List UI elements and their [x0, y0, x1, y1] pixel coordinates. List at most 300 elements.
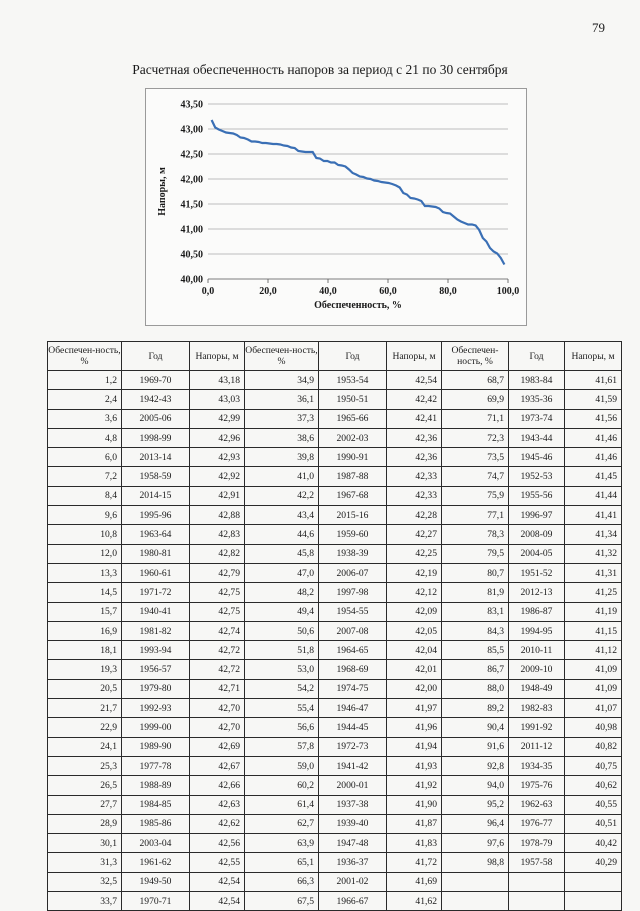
table-cell: 83,1 — [442, 602, 509, 621]
table-cell: 42,72 — [190, 660, 245, 679]
table-cell: 1983-84 — [509, 371, 565, 390]
table-cell: 63,9 — [245, 834, 319, 853]
table-cell: 1961-62 — [122, 853, 190, 872]
table-cell: 72,3 — [442, 428, 509, 447]
table-cell: 86,7 — [442, 660, 509, 679]
table-cell: 41,61 — [565, 371, 622, 390]
table-cell: 42,69 — [190, 737, 245, 756]
table-cell: 42,2 — [245, 486, 319, 505]
table-cell: 42,00 — [387, 679, 442, 698]
table-cell: 9,6 — [48, 506, 122, 525]
table-row — [48, 776, 622, 795]
table-cell: 97,6 — [442, 834, 509, 853]
table-cell: 42,12 — [387, 583, 442, 602]
table-cell: 65,1 — [245, 853, 319, 872]
table-cell: 1963-64 — [122, 525, 190, 544]
table-cell: 18,1 — [48, 641, 122, 660]
table-cell: 20,5 — [48, 679, 122, 698]
chart-x-tick-label: 40,0 — [319, 286, 337, 297]
table-cell: 95,2 — [442, 795, 509, 814]
table-row — [48, 506, 622, 525]
table-cell: 2015-16 — [319, 506, 387, 525]
table-cell: 42,93 — [190, 448, 245, 467]
table-row — [48, 795, 622, 814]
table-cell: 13,3 — [48, 563, 122, 582]
table-row — [48, 853, 622, 872]
table-row — [48, 660, 622, 679]
table-cell: 24,1 — [48, 737, 122, 756]
table-cell: 1999-00 — [122, 718, 190, 737]
table-cell: 2003-04 — [122, 834, 190, 853]
table-cell: 1986-87 — [509, 602, 565, 621]
table-cell: 1989-90 — [122, 737, 190, 756]
table-cell: 37,3 — [245, 409, 319, 428]
table-cell: 1950-51 — [319, 390, 387, 409]
table-cell: 62,7 — [245, 814, 319, 833]
table-cell: 1981-82 — [122, 621, 190, 640]
table-header-cell: Год — [319, 342, 387, 371]
table-cell: 15,7 — [48, 602, 122, 621]
table-cell: 41,72 — [387, 853, 442, 872]
table-cell: 1956-57 — [122, 660, 190, 679]
table-cell: 1979-80 — [122, 679, 190, 698]
data-table — [47, 341, 622, 911]
chart-x-tick-label: 20,0 — [259, 286, 277, 297]
table-cell: 1964-65 — [319, 641, 387, 660]
table-cell: 73,5 — [442, 448, 509, 467]
table-cell: 42,66 — [190, 776, 245, 795]
table-cell: 2007-08 — [319, 621, 387, 640]
table-cell: 66,3 — [245, 872, 319, 891]
table-header-cell: Напоры, м — [387, 342, 442, 371]
table-cell: 27,7 — [48, 795, 122, 814]
table-row — [48, 814, 622, 833]
table-cell: 41,87 — [387, 814, 442, 833]
table-cell: 42,83 — [190, 525, 245, 544]
table-cell: 42,19 — [387, 563, 442, 582]
table-cell: 1960-61 — [122, 563, 190, 582]
table-row — [48, 834, 622, 853]
table-cell: 1936-37 — [319, 853, 387, 872]
table-row — [48, 699, 622, 718]
table-cell: 2009-10 — [509, 660, 565, 679]
table-row — [48, 679, 622, 698]
table-row — [48, 467, 622, 486]
chart-container — [145, 88, 527, 326]
table-cell: 53,0 — [245, 660, 319, 679]
table-cell: 41,59 — [565, 390, 622, 409]
table-cell: 41,93 — [387, 756, 442, 775]
table-cell: 42,75 — [190, 583, 245, 602]
table-cell: 42,01 — [387, 660, 442, 679]
table-cell: 42,67 — [190, 756, 245, 775]
chart-x-tick-label: 100,0 — [496, 286, 520, 297]
table-cell: 40,42 — [565, 834, 622, 853]
table-cell: 33,7 — [48, 892, 122, 911]
table-cell: 1976-77 — [509, 814, 565, 833]
table-cell — [442, 872, 509, 891]
table-cell: 1980-81 — [122, 544, 190, 563]
chart-x-axis-label: Обеспеченность, % — [314, 300, 402, 311]
table-cell: 50,6 — [245, 621, 319, 640]
table-cell: 1,2 — [48, 371, 122, 390]
table-header-cell: Обеспечен-ность, % — [442, 342, 509, 371]
chart-y-tick-label: 40,50 — [180, 249, 203, 261]
chart-x-tick-label: 80,0 — [439, 286, 457, 297]
table-cell: 42,54 — [387, 371, 442, 390]
table-cell: 1969-70 — [122, 371, 190, 390]
table-cell: 56,6 — [245, 718, 319, 737]
chart-y-tick-label: 43,00 — [180, 124, 203, 136]
table-cell: 61,4 — [245, 795, 319, 814]
table-header-cell: Обеспечен-ность, % — [48, 342, 122, 371]
table-row — [48, 390, 622, 409]
table-row — [48, 563, 622, 582]
table-cell: 1991-92 — [509, 718, 565, 737]
table-cell: 2014-15 — [122, 486, 190, 505]
table-cell: 41,34 — [565, 525, 622, 544]
table-cell: 40,98 — [565, 718, 622, 737]
table-cell: 2001-02 — [319, 872, 387, 891]
table-cell: 32,5 — [48, 872, 122, 891]
table-cell: 41,94 — [387, 737, 442, 756]
table-cell: 40,62 — [565, 776, 622, 795]
table-cell: 77,1 — [442, 506, 509, 525]
table-cell: 1942-43 — [122, 390, 190, 409]
table-cell: 1951-52 — [509, 563, 565, 582]
table-cell: 1945-46 — [509, 448, 565, 467]
table-cell: 47,0 — [245, 563, 319, 582]
table-cell: 7,2 — [48, 467, 122, 486]
table-cell: 43,18 — [190, 371, 245, 390]
table-cell: 1953-54 — [319, 371, 387, 390]
table-cell: 1948-49 — [509, 679, 565, 698]
table-cell: 43,03 — [190, 390, 245, 409]
table-cell: 80,7 — [442, 563, 509, 582]
table-row — [48, 448, 622, 467]
table-cell: 41,31 — [565, 563, 622, 582]
table-cell: 42,88 — [190, 506, 245, 525]
table-row — [48, 641, 622, 660]
table-body — [48, 371, 622, 911]
table-cell — [565, 892, 622, 911]
table-cell: 55,4 — [245, 699, 319, 718]
table-cell: 98,8 — [442, 853, 509, 872]
table-cell: 41,62 — [387, 892, 442, 911]
table-cell: 42,55 — [190, 853, 245, 872]
table-cell: 41,15 — [565, 621, 622, 640]
table-cell: 41,25 — [565, 583, 622, 602]
chart-x-tick-label: 0,0 — [201, 286, 215, 297]
table-cell: 84,3 — [442, 621, 509, 640]
table-cell: 12,0 — [48, 544, 122, 563]
table-cell: 1935-36 — [509, 390, 565, 409]
table-row — [48, 486, 622, 505]
table-cell: 1982-83 — [509, 699, 565, 718]
chart-y-axis-label: Напоры, м — [157, 167, 168, 216]
chart-y-tick-label: 41,50 — [180, 199, 203, 211]
table-cell: 51,8 — [245, 641, 319, 660]
table-cell: 1995-96 — [122, 506, 190, 525]
table-cell: 48,2 — [245, 583, 319, 602]
table-cell: 78,3 — [442, 525, 509, 544]
table-cell: 2006-07 — [319, 563, 387, 582]
table-cell: 1958-59 — [122, 467, 190, 486]
table-cell: 2,4 — [48, 390, 122, 409]
table-cell: 1946-47 — [319, 699, 387, 718]
table-row — [48, 428, 622, 447]
table-cell: 1990-91 — [319, 448, 387, 467]
table-cell: 1938-39 — [319, 544, 387, 563]
table-cell: 40,55 — [565, 795, 622, 814]
table-row — [48, 756, 622, 775]
table-cell — [509, 892, 565, 911]
table-cell: 1985-86 — [122, 814, 190, 833]
document-title: Расчетная обеспеченность напоров за период с 21 по 30 сентября — [132, 62, 508, 77]
table-cell: 92,8 — [442, 756, 509, 775]
table-cell: 41,56 — [565, 409, 622, 428]
table-cell: 42,82 — [190, 544, 245, 563]
table-cell: 1998-99 — [122, 428, 190, 447]
table-cell: 41,12 — [565, 641, 622, 660]
table-cell: 49,4 — [245, 602, 319, 621]
table-cell: 1992-93 — [122, 699, 190, 718]
table-cell: 1987-88 — [319, 467, 387, 486]
table-row — [48, 718, 622, 737]
table-cell: 31,3 — [48, 853, 122, 872]
table-cell: 41,96 — [387, 718, 442, 737]
table-cell: 89,2 — [442, 699, 509, 718]
table-cell: 42,42 — [387, 390, 442, 409]
chart-y-tick-label: 43,50 — [180, 99, 203, 111]
table-cell: 91,6 — [442, 737, 509, 756]
table-cell: 1975-76 — [509, 776, 565, 795]
table-cell: 1959-60 — [319, 525, 387, 544]
table-cell: 42,74 — [190, 621, 245, 640]
table-cell: 67,5 — [245, 892, 319, 911]
table-cell: 41,07 — [565, 699, 622, 718]
table-cell: 34,9 — [245, 371, 319, 390]
table-cell: 36,1 — [245, 390, 319, 409]
table-cell: 38,6 — [245, 428, 319, 447]
table-cell: 2004-05 — [509, 544, 565, 563]
table-cell: 42,04 — [387, 641, 442, 660]
table-cell: 40,82 — [565, 737, 622, 756]
table-cell: 39,8 — [245, 448, 319, 467]
table-cell: 94,0 — [442, 776, 509, 795]
table-cell: 41,0 — [245, 467, 319, 486]
table-cell: 1971-72 — [122, 583, 190, 602]
table-cell: 1973-74 — [509, 409, 565, 428]
table-cell: 1947-48 — [319, 834, 387, 853]
table-cell: 54,2 — [245, 679, 319, 698]
table-cell: 2013-14 — [122, 448, 190, 467]
table-cell: 42,91 — [190, 486, 245, 505]
table-cell: 41,45 — [565, 467, 622, 486]
table-cell: 1937-38 — [319, 795, 387, 814]
table-cell: 42,54 — [190, 872, 245, 891]
table-cell: 42,09 — [387, 602, 442, 621]
table-cell: 1965-66 — [319, 409, 387, 428]
table-cell: 6,0 — [48, 448, 122, 467]
table-row — [48, 544, 622, 563]
table-row — [48, 872, 622, 891]
chart-x-tick-label: 60,0 — [379, 286, 397, 297]
table-row — [48, 409, 622, 428]
page-number: 79 — [592, 20, 605, 35]
table-cell: 16,9 — [48, 621, 122, 640]
table-header-cell: Год — [509, 342, 565, 371]
table-cell: 42,28 — [387, 506, 442, 525]
chart-y-tick-label: 42,00 — [180, 174, 203, 186]
table-cell: 1996-97 — [509, 506, 565, 525]
table-cell: 41,46 — [565, 428, 622, 447]
table-cell: 1977-78 — [122, 756, 190, 775]
table-cell: 68,7 — [442, 371, 509, 390]
table-cell: 1984-85 — [122, 795, 190, 814]
table-cell: 14,5 — [48, 583, 122, 602]
table-cell: 2005-06 — [122, 409, 190, 428]
table-cell: 41,69 — [387, 872, 442, 891]
table-cell: 1940-41 — [122, 602, 190, 621]
table-cell: 40,75 — [565, 756, 622, 775]
table-cell: 1962-63 — [509, 795, 565, 814]
table-cell: 42,79 — [190, 563, 245, 582]
table-header-cell: Напоры, м — [565, 342, 622, 371]
table-cell: 4,8 — [48, 428, 122, 447]
table-cell: 10,8 — [48, 525, 122, 544]
table-row — [48, 371, 622, 390]
table-cell: 2008-09 — [509, 525, 565, 544]
table-cell: 59,0 — [245, 756, 319, 775]
table-cell: 42,96 — [190, 428, 245, 447]
table-cell: 42,41 — [387, 409, 442, 428]
table-cell: 19,3 — [48, 660, 122, 679]
table-cell: 41,32 — [565, 544, 622, 563]
table-row — [48, 602, 622, 621]
table-cell: 41,83 — [387, 834, 442, 853]
chart — [146, 89, 526, 325]
table-cell: 1934-35 — [509, 756, 565, 775]
table-cell: 2010-11 — [509, 641, 565, 660]
table-cell: 42,92 — [190, 467, 245, 486]
table-cell: 1978-79 — [509, 834, 565, 853]
table-cell: 2011-12 — [509, 737, 565, 756]
table-cell: 44,6 — [245, 525, 319, 544]
table-cell: 1957-58 — [509, 853, 565, 872]
table-cell: 1974-75 — [319, 679, 387, 698]
table-cell — [565, 872, 622, 891]
table-row — [48, 621, 622, 640]
table-cell: 88,0 — [442, 679, 509, 698]
table-cell: 1967-68 — [319, 486, 387, 505]
table-cell: 1939-40 — [319, 814, 387, 833]
table-cell: 57,8 — [245, 737, 319, 756]
table-cell: 1968-69 — [319, 660, 387, 679]
table-cell: 1994-95 — [509, 621, 565, 640]
table-cell: 25,3 — [48, 756, 122, 775]
chart-y-tick-label: 40,00 — [180, 274, 203, 286]
table-cell: 1997-98 — [319, 583, 387, 602]
table-cell: 42,33 — [387, 486, 442, 505]
table-cell: 1966-67 — [319, 892, 387, 911]
table-cell: 1952-53 — [509, 467, 565, 486]
table-cell: 79,5 — [442, 544, 509, 563]
table-cell: 42,05 — [387, 621, 442, 640]
table-cell — [509, 872, 565, 891]
table-cell: 26,5 — [48, 776, 122, 795]
table-cell: 28,9 — [48, 814, 122, 833]
table-cell: 81,9 — [442, 583, 509, 602]
table-cell: 96,4 — [442, 814, 509, 833]
table-cell: 1944-45 — [319, 718, 387, 737]
table-cell: 1955-56 — [509, 486, 565, 505]
table-cell: 1949-50 — [122, 872, 190, 891]
table-cell: 42,36 — [387, 428, 442, 447]
table-cell: 42,54 — [190, 892, 245, 911]
table-cell: 90,4 — [442, 718, 509, 737]
table-cell: 85,5 — [442, 641, 509, 660]
table-cell: 71,1 — [442, 409, 509, 428]
table-cell: 75,9 — [442, 486, 509, 505]
table-cell: 42,70 — [190, 699, 245, 718]
table-cell: 41,09 — [565, 660, 622, 679]
table-cell: 42,99 — [190, 409, 245, 428]
table-cell: 42,63 — [190, 795, 245, 814]
table-header-row — [48, 342, 622, 371]
table-header-cell: Обеспечен-ность, % — [245, 342, 319, 371]
table-cell: 1972-73 — [319, 737, 387, 756]
table-cell: 41,19 — [565, 602, 622, 621]
table-row — [48, 583, 622, 602]
table-cell: 30,1 — [48, 834, 122, 853]
table-cell: 22,9 — [48, 718, 122, 737]
table-cell: 40,51 — [565, 814, 622, 833]
table-cell: 42,33 — [387, 467, 442, 486]
chart-series-line — [212, 120, 505, 265]
table-cell: 1988-89 — [122, 776, 190, 795]
table-cell: 45,8 — [245, 544, 319, 563]
table-cell: 8,4 — [48, 486, 122, 505]
chart-y-tick-label: 41,00 — [180, 224, 203, 236]
table-row — [48, 737, 622, 756]
table-cell: 40,29 — [565, 853, 622, 872]
table-cell: 41,41 — [565, 506, 622, 525]
table-cell: 41,97 — [387, 699, 442, 718]
table-cell: 41,09 — [565, 679, 622, 698]
table-cell: 60,2 — [245, 776, 319, 795]
table-cell: 42,71 — [190, 679, 245, 698]
table-cell: 1943-44 — [509, 428, 565, 447]
table-row — [48, 892, 622, 911]
table-cell: 2012-13 — [509, 583, 565, 602]
table-cell: 42,25 — [387, 544, 442, 563]
table-header-cell: Напоры, м — [190, 342, 245, 371]
table-header-cell: Год — [122, 342, 190, 371]
table-cell: 3,6 — [48, 409, 122, 428]
table-cell: 41,44 — [565, 486, 622, 505]
table-cell: 1954-55 — [319, 602, 387, 621]
table-cell: 2002-03 — [319, 428, 387, 447]
table-cell: 1993-94 — [122, 641, 190, 660]
table-cell: 42,56 — [190, 834, 245, 853]
table-cell: 2000-01 — [319, 776, 387, 795]
table-cell: 41,90 — [387, 795, 442, 814]
table-cell: 42,62 — [190, 814, 245, 833]
table-cell — [442, 892, 509, 911]
table-cell: 1941-42 — [319, 756, 387, 775]
table-cell: 41,92 — [387, 776, 442, 795]
